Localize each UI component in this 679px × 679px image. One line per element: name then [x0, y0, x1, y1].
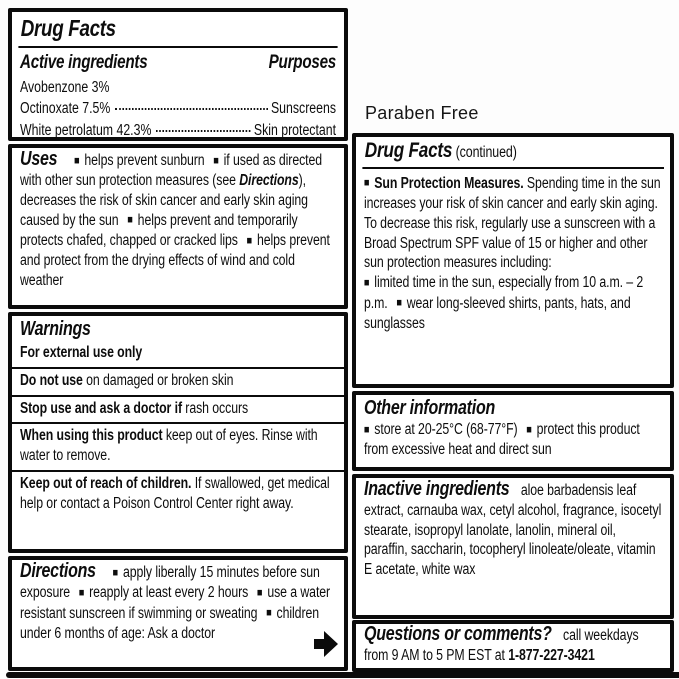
uses-paragraph [20, 150, 336, 291]
text-segment: reapply at least every 2 hours [89, 584, 249, 602]
text-segment: When using this product [20, 427, 163, 445]
directions-paragraph [20, 562, 336, 644]
other-information-section [352, 391, 674, 471]
bullet-icon: ■ [112, 566, 119, 579]
bullet-icon: ■ [364, 423, 370, 436]
purposes-heading: Purposes [268, 52, 336, 73]
drug-facts-continued-title [364, 139, 662, 167]
ingredient-name: White petrolatum 42.3% [20, 121, 152, 139]
drug-facts-title: Drug Facts [20, 15, 116, 41]
label-bottom-edge [6, 672, 679, 678]
other-information-paragraph [364, 420, 662, 460]
text-segment: If swallowed, get medical help or contact a Poison Control Center right away. [20, 474, 333, 512]
bullet-icon: ■ [127, 214, 133, 227]
warning-row [20, 397, 336, 423]
warning-row [20, 369, 336, 395]
warnings-title: Warnings [20, 318, 91, 340]
text-segment: For external use only [20, 344, 143, 361]
ingredient-purpose: Skin protectant [253, 121, 336, 139]
text-segment: 1-877-227-3421 [508, 646, 595, 664]
inactive-ingredients-paragraph [364, 478, 665, 580]
text-segment: on damaged or broken skin [82, 371, 234, 389]
text-segment: children under 6 months of age: Ask a doctor [20, 604, 323, 642]
text-segment: keep out of eyes. Rinse with water to remove. [20, 427, 321, 465]
text-segment: if used as directed with other sun protection measures (see [20, 152, 326, 190]
bullet-icon: ■ [526, 423, 532, 436]
uses-section [8, 144, 348, 309]
bullet-icon: ■ [246, 234, 253, 247]
warning-row [20, 341, 336, 367]
ingredient-purpose: Sunscreens [270, 100, 336, 118]
text-segment: aloe barbadensis leaf extract, carnauba wax, cetyl alcohol, fragrance, isocetyl stearate, isopropyl lanolate, lanolin, mineral oil, paraffin, saccharin, tocopheryl linoleate/oleate, vitamin E acetate, white wax [364, 482, 665, 579]
ingredient-name: Octinoxate 7.5% [20, 100, 111, 118]
bullet-icon: ■ [364, 276, 370, 289]
warning-row [20, 424, 336, 470]
text-segment: Sun Protection Measures. [374, 174, 524, 192]
text-segment: (continued) [452, 144, 517, 161]
drug-facts-continued-section [352, 133, 674, 388]
directions-section [8, 556, 348, 671]
other-information-title: Other information [364, 397, 496, 419]
text-segment: apply liberally 15 minutes before sun exposure [20, 564, 324, 602]
bullet-icon: ■ [266, 607, 272, 620]
text-segment: rash occurs [181, 399, 249, 417]
text-segment: Inactive ingredients [364, 478, 510, 500]
ingredient-name: Avobenzone 3% [20, 79, 110, 96]
text-segment: Directions [239, 172, 299, 190]
text-segment: Questions or comments? [364, 623, 552, 645]
dotted-leader [156, 130, 250, 132]
active-ingredients-heading: Active ingredients [20, 52, 148, 73]
text-segment: protect this product from excessive heat and direct sun [364, 421, 644, 459]
text-segment: store at 20-25°C (68-77°F) [374, 421, 518, 438]
bullet-icon: ■ [78, 586, 85, 599]
bullet-icon: ■ [213, 154, 219, 167]
bullet-icon: ■ [396, 297, 402, 310]
text-segment: Stop use and ask a doctor if [20, 399, 182, 417]
text-segment: Directions [20, 560, 96, 582]
warnings-section [8, 312, 348, 553]
bullet-icon: ■ [74, 154, 80, 167]
divider [362, 167, 663, 169]
text-segment: helps prevent sunburn [84, 152, 205, 169]
bullet-icon: ■ [257, 586, 263, 599]
ingredient-row [20, 77, 336, 98]
text-segment: Keep out of reach of children. [20, 474, 192, 492]
active-ingredients-section [8, 8, 348, 141]
paraben-free-text: Paraben Free [365, 103, 479, 123]
sun-protection-paragraph [364, 174, 662, 334]
text-segment: use a water resistant sunscreen if swimming or sweating [20, 584, 334, 622]
text-segment: Spending time in the sun increases your risk of skin cancer and early skin aging. To decrease this risk, regularly use a sunscreen with a Broad Spectrum SPF value of 15 or higher and other sun protection measures including: [364, 174, 664, 272]
inactive-ingredients-section [352, 474, 674, 619]
questions-section [352, 620, 674, 672]
text-segment: wear long-sleeved shirts, pants, hats, and sunglasses [364, 294, 634, 332]
text-segment: ), decreases the risk of skin cancer and early skin aging caused by the sun [20, 172, 312, 229]
dotted-leader [115, 108, 268, 110]
text-segment: Drug Facts [364, 138, 453, 162]
text-segment: limited time in the sun, especially from 10 a.m. – 2 p.m. [364, 274, 647, 312]
text-segment: helps prevent and temporarily protects chafed, chapped or cracked lips [20, 211, 301, 250]
warning-row [20, 472, 336, 518]
text-segment: helps prevent and protect from the drying effects of wind and cold weather [20, 232, 334, 290]
ingredient-row [20, 98, 336, 119]
text-segment: call weekdays from 9 AM to 5 PM EST at [364, 627, 642, 664]
questions-paragraph [364, 625, 662, 666]
text-segment: Do not use [20, 371, 83, 389]
continue-arrow-icon [313, 628, 339, 660]
bullet-icon: ■ [364, 177, 370, 190]
text-segment: Uses [20, 148, 58, 170]
ingredient-row [20, 120, 336, 141]
